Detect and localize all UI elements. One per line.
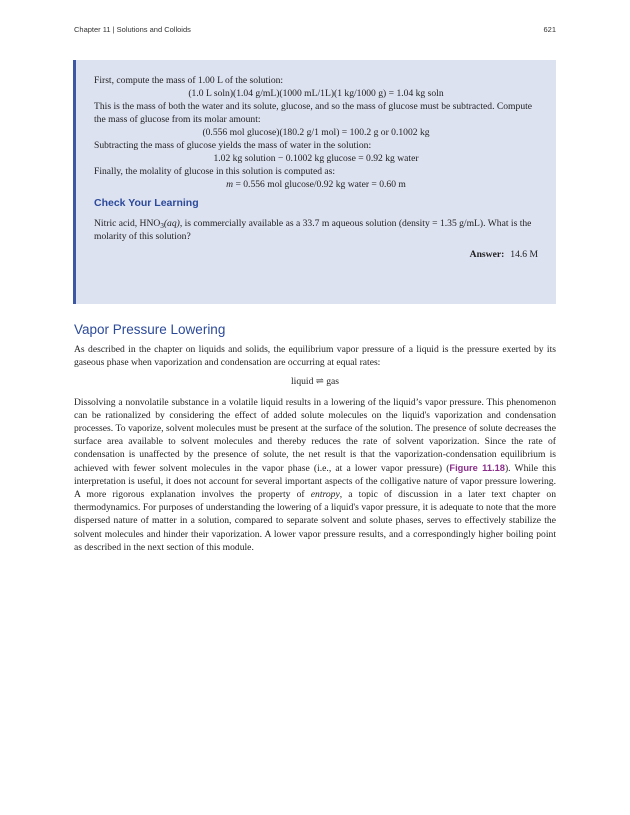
- question-subscript: 3: [160, 222, 164, 230]
- section-body: [74, 343, 556, 554]
- example-step-2: This is the mass of both the water and its solute, glucose, and so the mass of glucose must be subtracted. Compute the mass of glucose from its molar amount:: [94, 101, 533, 125]
- question-text-end: , is commercially available as a 33.7 m aqueous solution (density = 1.35 g/mL). What is the molarity of this solution?: [94, 218, 532, 242]
- equation-water-mass: 1.02 kg solution − 0.1002 kg glucose = 0.92 kg water: [213, 153, 419, 164]
- example-step-4: Finally, the molality of glucose in this solution is computed as:: [94, 166, 336, 177]
- entropy-term: entropy: [310, 489, 340, 501]
- section-intro: As described in the chapter on liquids and solids, the equilibrium vapor pressure of a liquid is the pressure exerted by its gaseous phase when vaporization and condensation are occurring at equal rates:: [74, 344, 556, 369]
- equilibrium-equation: liquid ⇌ gas: [290, 376, 339, 388]
- example-step-1: First, compute the mass of 1.00 L of the solution:: [94, 75, 284, 86]
- paragraph-part-1: Dissolving a nonvolatile substance in a volatile liquid results in a lowering of the liquid’s vapor pressure. This phenomenon can be rationalized by considering the effect of added solute molecules on the liquid's vaporization and condensation processes. To vaporize, solvent molecules must be present at the surface of the solution. The presence of solute decreases the surface area available to solvent molecules and thereby reduces the rate of solvent vaporization. Since the rate of condensation is unaffected by the presence of solute, the net result is that the vaporization-condensation equilibrium is achieved with fewer solvent molecules in the vapor phase (i.e., at a lower vapor pressure) (: [74, 396, 556, 474]
- equation-molality: [94, 178, 538, 191]
- question-text-start: Nitric acid, HNO: [94, 218, 161, 229]
- chapter-title: Chapter 11 | Solutions and Colloids: [74, 25, 191, 34]
- paragraph-part-3: , a topic of discussion in a later text chapter on thermodynamics. For purposes of understanding the lowering of a liquid's vapor pressure, it is adequate to note that the more dispersed nature of matter in a solution, compared to separate solvent and solute phases, serves to effectively stabilize the solvent molecules and hinder their vaporization. A lower vapor pressure results, and a correspondingly higher boiling point as described in the next section of this module.: [74, 489, 556, 553]
- answer-value: 14.6 M: [510, 249, 538, 260]
- answer-label: Answer:: [469, 249, 505, 260]
- check-your-learning-title: Check Your Learning: [94, 197, 199, 209]
- example-step-3: Subtracting the mass of glucose yields the mass of water in the solution:: [94, 140, 372, 151]
- page-header: [74, 25, 556, 34]
- page-number: 621: [543, 25, 556, 34]
- figure-link[interactable]: Figure 11.18: [449, 462, 505, 473]
- paragraph-part-2: ). While this interpretation is useful, it does not account for several important aspects of the colligative nature of vapor pressure lowering. A more rigorous explanation involves the property of: [74, 462, 556, 501]
- molality-variable: m: [226, 179, 234, 190]
- example-box: [73, 60, 556, 304]
- question-phase: (aq): [163, 218, 180, 229]
- section-paragraph: [74, 396, 556, 554]
- molality-expression: = 0.556 mol glucose/0.92 kg water = 0.60 m: [233, 179, 406, 190]
- equation-glucose-mass: (0.556 mol glucose)(180.2 g/1 mol) = 100.2 g or 0.1002 kg: [202, 127, 430, 138]
- equation-solution-mass: (1.0 L soln)(1.04 g/mL)(1000 mL/1L)(1 kg/1000 g) = 1.04 kg soln: [188, 88, 444, 99]
- check-your-learning-question: [94, 217, 538, 243]
- answer-line: [94, 248, 538, 261]
- section-title: Vapor Pressure Lowering: [74, 322, 226, 337]
